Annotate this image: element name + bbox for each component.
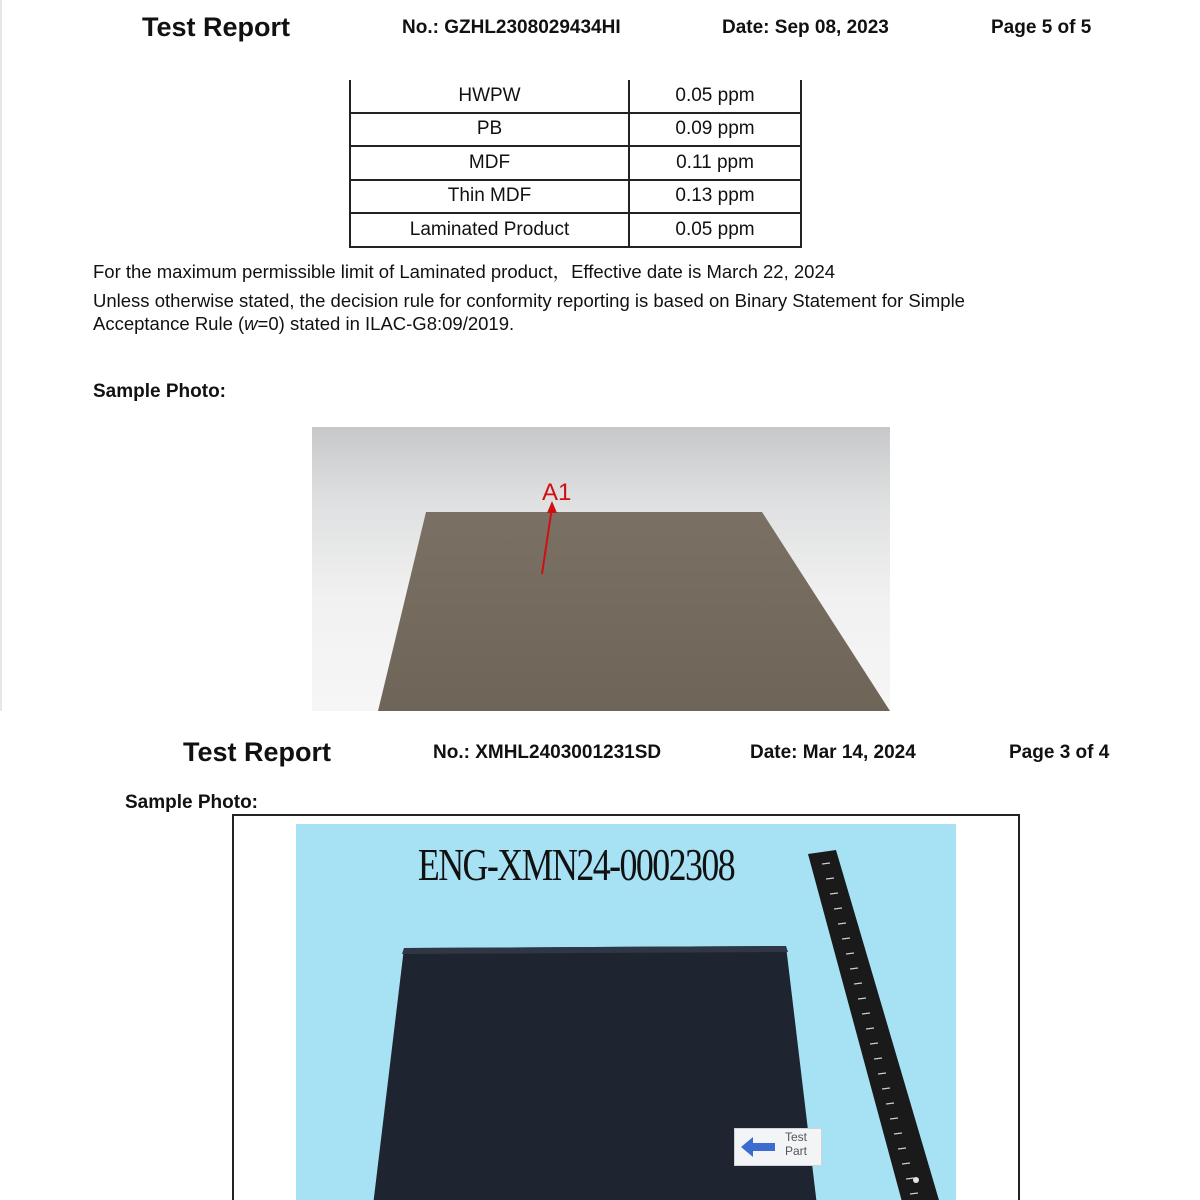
decision-rule-variable: w xyxy=(244,313,258,334)
product-cell: Laminated Product xyxy=(350,213,629,247)
product-cell: PB xyxy=(350,113,629,147)
fiberboard-sample xyxy=(312,427,890,711)
report-number: No.: GZHL2308029434HI xyxy=(402,17,621,38)
decision-rule-line-2 xyxy=(93,312,514,335)
sample-id-label: ENG-XMN24-0002308 xyxy=(417,839,735,890)
limit-cell: 0.05 ppm xyxy=(629,213,801,247)
limit-cell: 0.11 ppm xyxy=(629,146,801,180)
page-number: Page 3 of 4 xyxy=(1009,742,1110,763)
arrow-left-icon xyxy=(735,1129,779,1165)
formaldehyde-limit-table xyxy=(349,80,802,248)
sample-photo-black-board xyxy=(296,824,956,1200)
table-row xyxy=(350,146,801,180)
tag-line: Test xyxy=(785,1130,808,1144)
limit-cell: 0.13 ppm xyxy=(629,180,801,214)
test-part-text xyxy=(785,1130,807,1158)
test-point-label: A1 xyxy=(542,479,572,506)
page-edge xyxy=(0,0,2,711)
tag-line: Part xyxy=(785,1144,808,1158)
table-row xyxy=(350,80,801,113)
report-date: Date: Sep 08, 2023 xyxy=(722,17,889,38)
limit-cell: 0.09 ppm xyxy=(629,113,801,147)
report-page-3 xyxy=(0,711,1200,1200)
page-number: Page 5 of 5 xyxy=(991,17,1092,38)
table-row xyxy=(350,113,801,147)
product-cell: Thin MDF xyxy=(350,180,629,214)
ruler-hole xyxy=(913,1177,919,1183)
report-title: Test Report xyxy=(183,737,332,767)
report-number: No.: XMHL2403001231SD xyxy=(433,742,662,763)
sample-photo-label: Sample Photo: xyxy=(125,792,259,813)
product-cell: HWPW xyxy=(350,80,629,113)
limit-cell: 0.05 ppm xyxy=(629,80,801,113)
product-cell: MDF xyxy=(350,146,629,180)
table-row xyxy=(350,180,801,214)
ruler-body xyxy=(808,850,946,1200)
sample-photo-fiberboard xyxy=(312,427,890,711)
decision-rule-text: =0) stated in ILAC-G8:09/2019. xyxy=(257,313,515,334)
board-surface xyxy=(378,512,890,711)
test-part-tag xyxy=(734,1128,822,1166)
table-row xyxy=(350,213,801,247)
sample-photo-label: Sample Photo: xyxy=(93,381,227,402)
report-title: Test Report xyxy=(142,12,291,42)
decision-rule-text: Acceptance Rule ( xyxy=(93,313,245,334)
effective-date-note: For the maximum permissible limit of Laminated product，Effective date is March 22, 2024 xyxy=(93,261,836,282)
decision-rule-line-1: Unless otherwise stated, the decision rule for conformity reporting is based on Binary Statement for Simple xyxy=(93,290,965,311)
report-date: Date: Mar 14, 2024 xyxy=(750,742,916,763)
